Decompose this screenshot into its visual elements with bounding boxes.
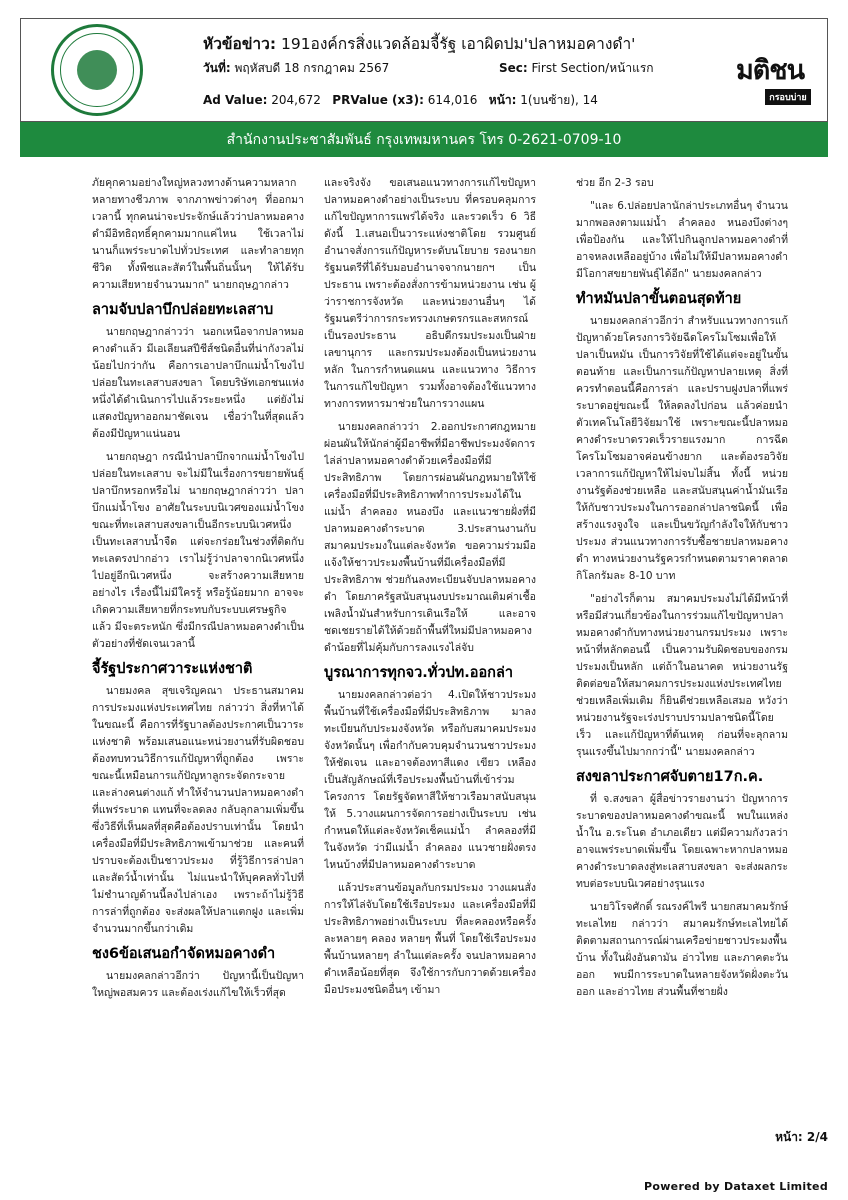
bma-seal-logo — [51, 24, 143, 116]
article-column-3 — [576, 175, 788, 1055]
ad-value: 204,672 — [271, 93, 321, 107]
article-column-1 — [92, 175, 304, 1055]
ad-value-label: Ad Value: — [203, 93, 268, 107]
publication-logo — [721, 57, 819, 105]
article-body — [92, 175, 788, 1055]
article-paragraph: "และ 6.ปล่อยปลานักล่าประเภทอื่นๆ จำนวนมากพอลงตามแม่น้ำ ลำคลอง หนองบึงต่างๆ เพื่อป้องกัน และให้ไปกินลูกปลาหมอคางดำที่อาจหลงเหลืออยู่บ้าง เพื่อไม่ให้มีปลาหมอคางดำมีโอกาสขยายพันธุ์ได้อีก" นายมงคลกล่าว — [576, 200, 788, 280]
date-value: พฤหัสบดี 18 กรกฎาคม 2567 — [234, 61, 390, 75]
article-paragraph: และจริงจัง ขอเสนอแนวทางการแก้ไขปัญหาปลาหมอคางดำอย่างเป็นระบบ ที่ครอบคลุมการแก้ไขปัญหาการแพร่ได้จริง และรวดเร็ว 6 วิธี ดังนี้ 1.เสนอเป็นวาระแห่งชาติโดย รวมศูนย์อำนาจสั่งการแก้ปัญหาระดับนโยบาย รองนายกรัฐมนตรีที่ได้รับมอบอำนาจจากนายกฯ เป็นประธาน เพราะต้องสั่งการข้ามหน่วยงาน เช่น ผู้ว่าราชการจังหวัด และหน่วยงานอื่นๆ ได้ รัฐมนตรีว่าการกระทรวงเกษตรกรและสหกรณ์เป็นรองประธาน อธิบดีกรมประมงเป็นฝ่ายเลขานุการ และกรมประมงต้องเป็นหน่วยงานหลัก ในการกำหนดแผน และแนวทาง วิธีการในการแก้ไขปัญหา รวมทั้งอาจต้องใช้แนวทางทางการทหารมาช่วยในการวางแผน — [324, 177, 536, 410]
page-label: หน้า: — [488, 93, 517, 107]
publication-edition: กรอบบ่าย — [765, 89, 810, 105]
section-value: First Section/หน้าแรก — [531, 61, 654, 75]
article-paragraph: นายมงคลกล่าวต่อว่า 4.เปิดให้ชาวประมงพื้นบ้านที่ใช้เครื่องมือที่มีประสิทธิภาพ มาลงทะเบียนกับประมงจังหวัด หรือกับสมาคมประมงจังหวัดนั้นๆ เพื่อกำกับควบคุมจำนวนชาวประมงให้ชัดเจน และอาจต้องทาสีแดง เขียว เหลือง เป็นสัญลักษณ์ที่เรือประมงพื้นบ้านที่เข้าร่วมโครงการ โดยรัฐจัดหาสีให้ชาวเรือมาสนับสนุนให้ 5.วางแผนการจัดการอย่างเป็นระบบ เช่น กำหนดให้แต่ละจังหวัดเช็คแม่น้ำ ลำคลองที่มีในจังหวัด ว่ามีแม่น้ำ ลำคลอง แนวชายฝั่งตรงไหนบ้างที่มีปลาหมอคางดำระบาด — [324, 689, 536, 871]
article-paragraph: นายมงคล สุขเจริญคณา ประธานสมาคมการประมงแห่งประเทศไทย กล่าวว่า สิ่งที่หาได้ในขณะนี้ คือการที่รัฐบาลต้องประกาศเป็นวาระแห่งชาติ พร้อมเสนอแนะหน่วยงานที่รับผิดชอบ ต้องทบทวนวิธีการแก้ปัญหาที่ถูกต้อง เพราะขณะนี้เหมือนการแก้ปัญหาลูกระจัดกระจาย และล่างคนต่างแก้ ทำให้จำนวนปลาหมอคางดำที่แพร่ระบาด แทนที่จะลดลง กลับลุกลามเพิ่มขึ้น ซึ่งวิธีที่เห็นผลที่สุดคือต้องปราบเท่านั้น โดยนำเครื่องมือที่มีประสิทธิภาพเข้ามาช่วย และคนที่ปราบจะต้องเป็นชาวประมง ที่รู้วิธีการล่าปลา และสัตว์น้ำเท่านั้น ไม่แนะนำให้บุคคลทั่วไปที่ไม่ชำนาญด้านนี้ลงไปล่าเอง เพราะถ้าไม่รู้วิธีการล่าที่ถูกต้อง จะส่งผลให้ปลาแตกฝูง และเพิ่มจำนวนมากขึ้นกว่าเดิม — [92, 685, 304, 935]
article-subheading: สงขลาประกาศจับตาย17ก.ค. — [576, 769, 764, 785]
article-paragraph: ที่ จ.สงขลา ผู้สื่อข่าวรายงานว่า ปัญหาการระบาดของปลาหมอคางดำขณะนี้ พบในแหล่งน้ำใน อ.ระโนด อำเภอเดียว แต่มีความกังวลว่าอาจแพร่ระบาดเพิ่มขึ้น โดยเฉพาะหากปลาหมอคางดำระบาดลงสู่ทะเลสาบสงขลา จะส่งผลกระทบต่อระบบนิเวศอย่างรุนแรง — [576, 793, 788, 890]
headline-label: หัวข้อข่าว: — [203, 35, 277, 53]
pr-value-label: PRValue (x3): — [332, 93, 424, 107]
article-paragraph: ภัยคุกคามอย่างใหญ่หลวงทางด้านความหลากหลายทางชีวภาพ จากภาพข่าวต่างๆ ที่ออกมาเวลานี้ ทุกคนน่าจะประจักษ์แล้วว่าปลาหมอคางดำมีอิทธิฤทธิ์คุกคามมากแค่ไหน ใช้เวลาไม่นานก็แพร่ระบาดไปทั่วประเทศ และทำลายทุกชีวิต ทั้งพืชและสัตว์ในพื้นถิ่นนั้นๆ ให้ได้รับความเสียหายจำนวนมาก" นายกฤษฎากล่าว — [92, 177, 304, 291]
section-label: Sec: — [499, 61, 528, 75]
article-paragraph: นายวิโรจศักดิ์ รณรงค์ไพรี นายกสมาคมรักษ์ทะเลไทย กล่าวว่า สมาคมรักษ์ทะเลไทยได้ติดตามสถานการณ์ผ่านเครือข่ายชาวประมงพื้นบ้าน ทั้งในฝั่งอันดามัน อ่าวไทย และภาคตะวันออก พบมีการระบาดในหลายจังหวัดฝั่งตะวันออก และอ่าวไทย ส่วนพื้นที่ชายฝั่ง — [576, 901, 788, 998]
page-reference: หน้า: 2/4 — [775, 1130, 828, 1144]
powered-by: Powered by Dataxet Limited — [644, 1180, 828, 1193]
headline — [203, 31, 635, 56]
headline-value: 191องค์กรสิ่งแวดล้อมจี้รัฐ เอาผิดปม'ปลาหมอคางดำ' — [280, 35, 636, 53]
article-subheading: ทำหมันปลาขั้นตอนสุดท้าย — [576, 291, 742, 307]
publication-name: มติชน — [735, 55, 805, 86]
article-paragraph: ช่วย อีก 2-3 รอบ — [576, 177, 654, 189]
article-paragraph: นายมงคลกล่าวอีกว่า สำหรับแนวทางการแก้ปัญหาด้วยโครงการวิจัยฉีดโครโมโซมเพื่อให้ปลาเป็นหมัน เป็นการวิจัยที่ใช้ได้แต่จะอยู่ในขั้นตอนท้าย และเป็นการแก้ปัญหาปลายเหตุ สิ่งที่ควรทำตอนนี้คือการล่า และปราบฝูงปลาที่แพร่ระบาดอยู่ขณะนี้ ให้ลดลงไปก่อน แล้วค่อยนำตัวเทคโนโลยีวิจัยมาใช้ เพราะขณะนี้ปลาหมอคางดำระบาดรวดเร็วรายแรงมาก การฉีดโครโมโซมอาจค่อนข้างยาก และต้องรอวิจัยเวลาการแก้ปัญหาให้ไม่จบไม่สิ้น ทั้งนี้ หน่วยงานรัฐต้องช่วยเหลือ และสนับสนุนค่าน้ำมันเรือให้กับชาวประมงในการออกล่าปลาชนิดนี้ เพื่อสร้างแรงจูงใจ และเป็นขวัญกำลังใจให้กับชาวประมง ส่วนแนวทางการรับซื้อชายปลาหมอคางดำ ทางหน่วยงานรัฐควรกำหนดตามราคาตลาดกิโลกรัมละ 8-10 บาท — [576, 315, 788, 582]
article-paragraph: นายมงคลกล่าวอีกว่า ปัญหานี้เป็นปัญหาใหญ่พอสมควร และต้องเร่งแก้ไขให้เร็วที่สุด — [92, 970, 304, 999]
news-header — [20, 18, 828, 122]
date-label: วันที่: — [203, 61, 231, 75]
article-paragraph: นายมงคลกล่าวว่า 2.ออกประกาศกฎหมายผ่อนผันให้นักล่าผู้มีอาชีพที่มีอาชีพประมงจัดการไล่ล่าปลาหมอคางดำด้วยเครื่องมือที่มีประสิทธิภาพ โดยการผ่อนผันกฎหมายให้ใช้เครื่องมือที่มีประสิทธิภาพทำการประมงได้ในแม่น้ำ ลำคลอง หนองบึง และแนวชายฝั่งที่มีปลาหมอคางดำระบาด 3.ประสานงานกับสมาคมประมงในแต่ละจังหวัด ขอความร่วมมือแจ้งให้ชาวประมงพื้นบ้านที่มีเครื่องมือที่มีประสิทธิภาพ ช่วยกันลงทะเบียนจับปลาหมอคางดำ โดยภาครัฐสนับสนุนงบประมาณเติมค่าเชื้อเพลิงน้ำมันสำหรับการเดินเรือให้ และอาจชดเชยรายได้ให้ด้วยถ้าพื้นที่ใหม่มีปลาหมอคางดำน้อยที่ไม่คุ้มกับการลงแรงไล่จับ — [324, 421, 536, 654]
agency-contact-bar: สำนักงานประชาสัมพันธ์ กรุงเทพมหานคร โทร 0-2621-0709-10 — [20, 122, 828, 157]
article-paragraph: นายกฤษฎากล่าวว่า นอกเหนือจากปลาหมอคางดำแล้ว มีเอเลียนสปีชีส์ชนิดอื่นที่น่ากังวลไม่น้อยไปกว่ากัน คือการเอาปลาบึกแม่น้ำโขงไปปล่อยในทะเลสาบสงขลา โดยบริษัทเอกชนแห่งหนึ่งได้ดำเนินการไปแล้วระยะหนึ่ง แต่ยังไม่แสดงปัญหาออกมาชัดเจน เชื่อว่าในที่สุดแล้วต้องมีปัญหาแน่นอน — [92, 326, 304, 440]
article-subheading: บูรณาการทุกจว.ทั่วปท.ออกล่า — [324, 665, 513, 681]
article-paragraph: นายกฤษฎา กรณีนำปลาบึกจากแม่น้ำโขงไปปล่อยในทะเลสาบ จะไม่มีในเรื่องการขยายพันธุ์ปลาบึกหรอกหรือไม่ นายกฤษฎากล่าวว่า ปลาบึกแม่น้ำโขง อาศัยในระบบนิเวศของแม่น้ำโขง ขณะที่ทะเลสาบสงขลาเป็นอีกระบบนิเวศหนึ่ง เป็นทะเลสาบน้ำจืด แต่จะกร่อยในช่วงที่ติดกับทะเลตรงปากอ่าว เราไม่รู้ว่าปลาจากนิเวศหนึ่งไปอยู่อีกนิเวศหนึ่ง จะสร้างความเสียหายอย่างไร เรื่องนี้ไม่มีใครรู้ หรือรู้น้อยมาก อาจจะเกิดความเสียหายที่กระทบกับระบบเศรษฐกิจแล้ว มีจะตระหนัก ซึ่งมีกรณีปลาหมอคางดำเป็นตัวอย่างที่ชัดเจนเวลานี้ — [92, 451, 304, 650]
article-paragraph: "อย่างไรก็ตาม สมาคมประมงไม่ได้มีหน้าที่หรือมีส่วนเกี่ยวข้องในการร่วมแก้ไขปัญหาปลาหมอคางดำกับทางหน่วยงานกรมประมง เพราะหน้าที่หลักตอนนี้ เป็นความรับผิดชอบของกรมประมงเป็นหลัก แต่ถ้าในอนาคต หน่วยงานรัฐติดต่อขอให้สมาคมการประมงแห่งประเทศไทยช่วยเหลือเพิ่มเติม ก็ยินดีช่วยเหลือเสมอ หวังว่าหน่วยงานรัฐจะเร่งปราบปรามปลาชนิดนี้โดยเร็ว และแก้ปัญหาที่ต้นเหตุ ก่อนที่จะลุกลามรุนแรงขึ้นไปมากกว่านี้" นายมงคลกล่าว — [576, 593, 788, 758]
article-subheading: จี้รัฐประกาศวาระแห่งชาติ — [92, 661, 253, 677]
article-subheading: ชง6ข้อเสนอกำจัดหมอคางดำ — [92, 946, 276, 962]
article-subheading: ลามจับปลาบึกปล่อยทะเลสาบ — [92, 302, 274, 318]
page-value: 1(บนซ้าย), 14 — [520, 93, 598, 107]
article-column-2 — [324, 175, 536, 1055]
article-paragraph: แล้วประสานข้อมูลกับกรมประมง วางแผนสั่งการให้ไล่จับโดยใช้เรือประมง และเครื่องมือที่มีประสิทธิภาพอย่างเป็นระบบ ที่ละคลองหรือครั้งละหลายๆ คลอง หลายๆ พื้นที่ โดยใช้เรือประมงพื้นบ้านหลายๆ ลำในแต่ละครั้ง จนปลาหมอคางดำเหลือน้อยที่สุด จึงใช้การกับกวาดด้วยเครื่องมือประมงชนิดอื่นๆ เข้ามา — [324, 882, 536, 996]
pr-value: 614,016 — [427, 93, 478, 107]
